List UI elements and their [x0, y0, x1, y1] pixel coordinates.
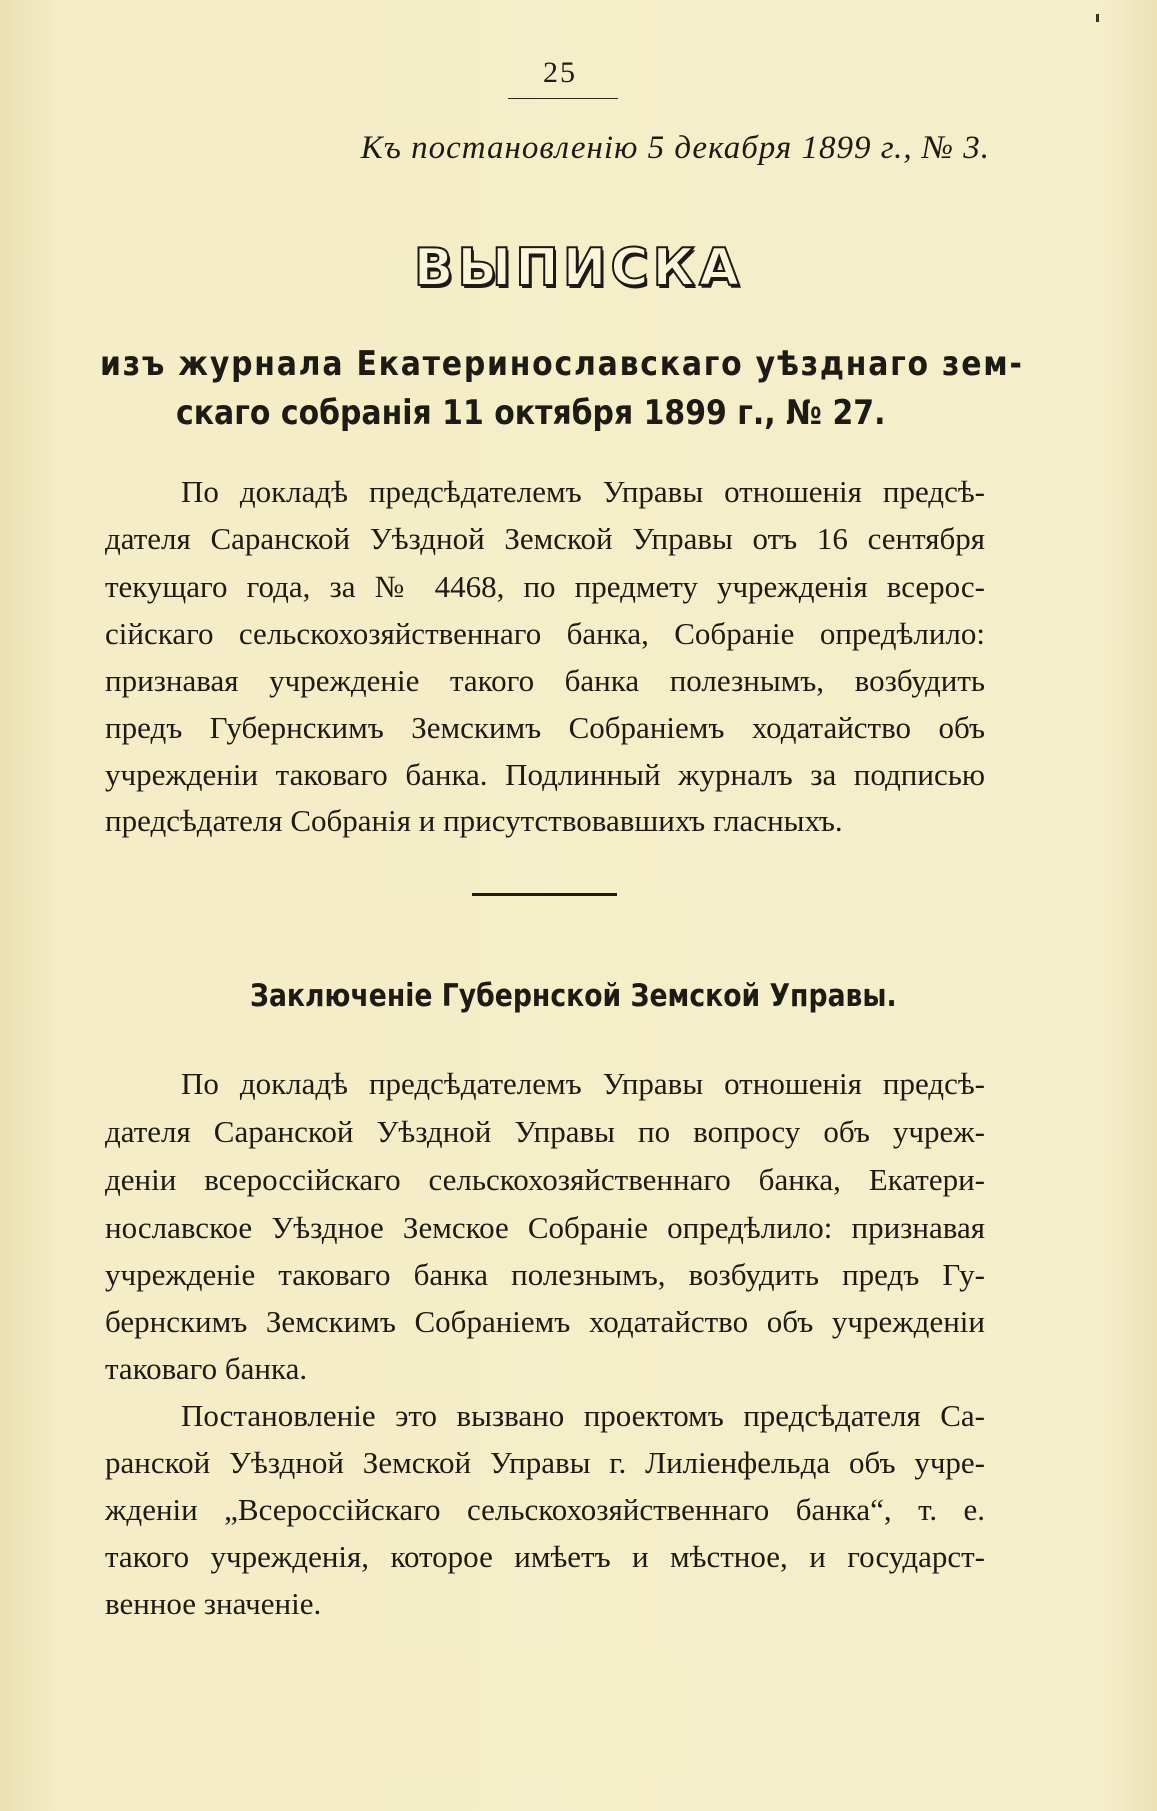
subtitle-line: скаго собранія 11 октября 1899 г., № 27.: [176, 393, 886, 433]
paragraph-1-line: текущаго года, за № 4468, по предмету учрежденія всерос-: [105, 569, 985, 604]
paragraph-2-line: деніи всероссійскаго сельскохозяйственнаго банка, Екатери-: [105, 1162, 985, 1197]
paragraph-3-line: Постановленіе это вызвано проектомъ предсѣдателя Са-: [181, 1398, 985, 1433]
section-divider: [472, 893, 617, 896]
paragraph-1-line: предъ Губернскимъ Земскимъ Собраніемъ ходатайство объ: [105, 710, 985, 745]
scan-speck: [1096, 14, 1099, 22]
page-number: 25: [543, 56, 577, 89]
paragraph-3-line: жденіи „Всероссійскаго сельскохозяйственнаго банка“, т. е.: [105, 1492, 985, 1527]
paragraph-1-line: дателя Саранской Уѣздной Земской Управы отъ 16 сентября: [105, 521, 985, 556]
section-title: Заключеніе Губернской Земской Управы.: [250, 978, 897, 1014]
paragraph-1-line: учрежденіи таковаго банка. Подлинный журналъ за подписью: [105, 757, 985, 792]
paragraph-2-line: таковаго банка.: [105, 1351, 308, 1386]
paragraph-2-line: дателя Саранской Уѣздной Управы по вопросу объ учреж-: [105, 1114, 985, 1149]
paragraph-1-line: По докладѣ предсѣдателемъ Управы отношенія предсѣ-: [181, 474, 985, 509]
page-number-rule: [508, 98, 618, 99]
paragraph-1-line: предсѣдателя Собранія и присутствовавшихъ гласныхъ.: [105, 803, 843, 838]
paragraph-2-line: бернскимъ Земскимъ Собраніемъ ходатайство объ учрежденіи: [105, 1304, 985, 1339]
paragraph-1-line: признавая учрежденіе такого банка полезнымъ, возбудить: [105, 663, 985, 698]
paragraph-2-line: По докладѣ предсѣдателемъ Управы отношенія предсѣ-: [181, 1066, 985, 1101]
subtitle-line: изъ журнала Екатеринославскаго уѣзднаго зем-: [100, 344, 1024, 384]
paragraph-3-line: ранской Уѣздной Земской Управы г. Лиліенфельда объ учре-: [105, 1445, 985, 1480]
paragraph-1-line: сійскаго сельскохозяйственнаго банка, Собраніе опредѣлило:: [105, 616, 985, 651]
resolution-reference: Къ постановленію 5 декабря 1899 г., № 3.: [360, 130, 990, 166]
paragraph-2-line: нославское Уѣздное Земское Собраніе опредѣлило: признавая: [105, 1210, 985, 1245]
paragraph-3-line: такого учрежденія, которое имѣетъ и мѣстное, и государст-: [105, 1539, 985, 1574]
paragraph-3-line: венное значеніе.: [105, 1586, 322, 1621]
document-title: ВЫПИСКА: [413, 238, 744, 298]
paragraph-2-line: учрежденіе таковаго банка полезнымъ, возбудить предъ Гу-: [105, 1257, 985, 1292]
